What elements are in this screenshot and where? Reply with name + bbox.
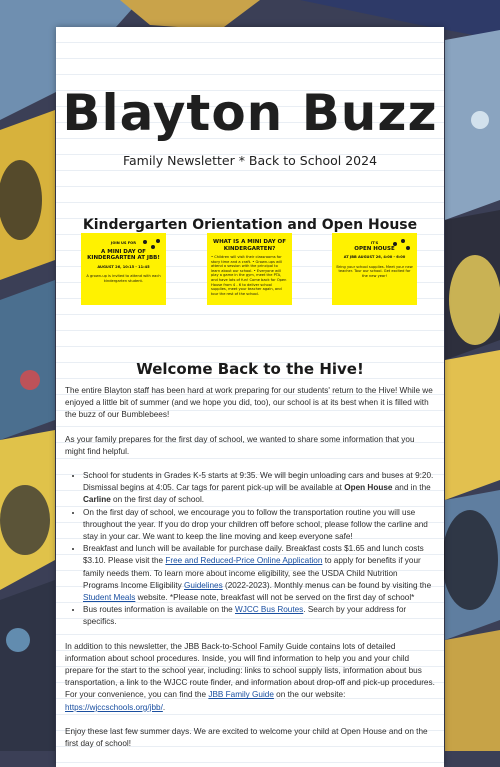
- newsletter-page: [56, 27, 444, 767]
- flyer-open-house[interactable]: [332, 233, 417, 305]
- flyer-text: A grown-up is invited to attend with each kindergarten student.: [86, 274, 161, 283]
- list-item-text: (2022-2023). Monthly menus can be found by visiting the: [222, 580, 432, 590]
- flyer-what-is-mini-day[interactable]: [207, 233, 292, 305]
- list-item-text: on the first day of school.: [110, 495, 205, 505]
- flyer-kicker: IT'S: [370, 241, 379, 245]
- flyer-date: AT JBB AUGUST 26, 4:00 - 6:00: [343, 255, 406, 260]
- welcome-heading: Welcome Back to the Hive!: [136, 360, 364, 378]
- list-item: [83, 507, 435, 544]
- paragraph-text: .: [162, 702, 166, 712]
- flyer-mini-day-invite[interactable]: [81, 233, 166, 305]
- newsletter-subtitle: Family Newsletter * Back to School 2024: [122, 153, 378, 168]
- list-item-text: On the first day of school, we encourage you to follow the transportation routine you will use throughout the year. If you do drop your children off before school, please follow the carline and stay in your car. We want to keep the line moving and keep everyone safe!: [83, 507, 428, 542]
- student-meals-link[interactable]: Student Meals: [83, 593, 136, 603]
- flyer-title: A MINI DAY OF KINDERGARTEN AT JBB!: [87, 248, 160, 262]
- list-item: [83, 604, 435, 628]
- family-guide-paragraph: [65, 641, 435, 714]
- family-guide-link[interactable]: JBB Family Guide: [208, 690, 274, 700]
- carline-bold: Carline: [83, 495, 111, 505]
- list-item-text: to apply for benefits if your family needs them. To learn more about income eligibility, see the USDA Child Nutrition Programs Income Eligibility: [83, 556, 421, 590]
- intro-paragraph: The entire Blayton staff has been hard at work preparing for our students' return to the Hive! While we enjoyed a little bit of summer (and we hope you did, too), our school is at its best when it is filled with the buzz of our Bumblebees!: [65, 386, 433, 420]
- bus-routes-link[interactable]: WJCC Bus Routes: [235, 605, 304, 615]
- bee-icon: [141, 239, 161, 253]
- flyer-title: WHAT IS A MINI DAY OF KINDERGARTEN?: [213, 239, 286, 252]
- paragraph-text: on the our website:: [273, 690, 346, 700]
- closing-paragraph: Enjoy these last few summer days. We are excited to welcome your child at Open House and on the first day of school!: [65, 726, 428, 749]
- flyer-date: AUGUST 26, 10:15 - 11:45: [97, 264, 150, 269]
- list-item-text: . Search by your address for specifics.: [83, 605, 407, 627]
- info-list: [65, 470, 435, 629]
- list-item: [83, 470, 435, 507]
- list-item-text: website. *Please note, breakfast will not be served on the first day of school*: [135, 593, 415, 603]
- bee-icon: [392, 239, 412, 253]
- list-item: [83, 543, 435, 604]
- list-item-text: Breakfast and lunch will be available for purchase daily. Breakfast costs $1.65 and lunch costs $3.10. Please visit the: [83, 544, 424, 566]
- newsletter-title: Blayton Buzz: [62, 84, 438, 142]
- welcome-body: [65, 385, 435, 750]
- list-item-text: and in the: [392, 483, 431, 493]
- kindergarten-heading: Kindergarten Orientation and Open House: [82, 217, 418, 233]
- free-reduced-application-link[interactable]: Free and Reduced-Price Online Application: [165, 556, 323, 566]
- flyer-text: • Children will visit their classrooms for story time and a craft. • Grown-ups will attend a session with the principal to learn about our school. • Everyone will play a game in the gym, meet the PTA, and have lots of fun! Come back for Open House from 4 - 6 to deliver school supplies, meet your teacher again, and tour the rest of the school.: [211, 255, 287, 296]
- open-house-bold: Open House: [344, 483, 393, 493]
- list-item-text: School for students in Grades K-5 starts at 9:35. We will begin unloading cars and buses at 9:20. Dismissal begins at 4:05. Car tags for parent pick-up will be available at: [83, 471, 434, 493]
- list-item-text: Bus routes information is available on the: [83, 605, 236, 615]
- flyer-kicker: JOIN US FOR: [110, 241, 137, 245]
- prepare-paragraph: As your family prepares for the first day of school, we wanted to share some information that you might find helpful.: [65, 434, 415, 456]
- school-website-link[interactable]: https://wjccschools.org/jbb/: [65, 702, 163, 712]
- flyer-text: Bring your school supplies. Meet your new teacher. Tour our school. Get excited for the new year!: [336, 264, 413, 278]
- paragraph-text: In addition to this newsletter, the JBB Back-to-School Family Guide contains lots of detailed information about school procedures. Inside, you will find information to help you and your child prepare for the start to the school year, including: links to school supply lists, information about bus transportation, a link to the WJCC route finder, and information about drop-off and pick-up procedures. For your convenience, you can find the: [65, 641, 435, 700]
- guidelines-link[interactable]: Guidelines: [184, 580, 223, 590]
- flyer-title: OPEN HOUSE: [354, 245, 395, 252]
